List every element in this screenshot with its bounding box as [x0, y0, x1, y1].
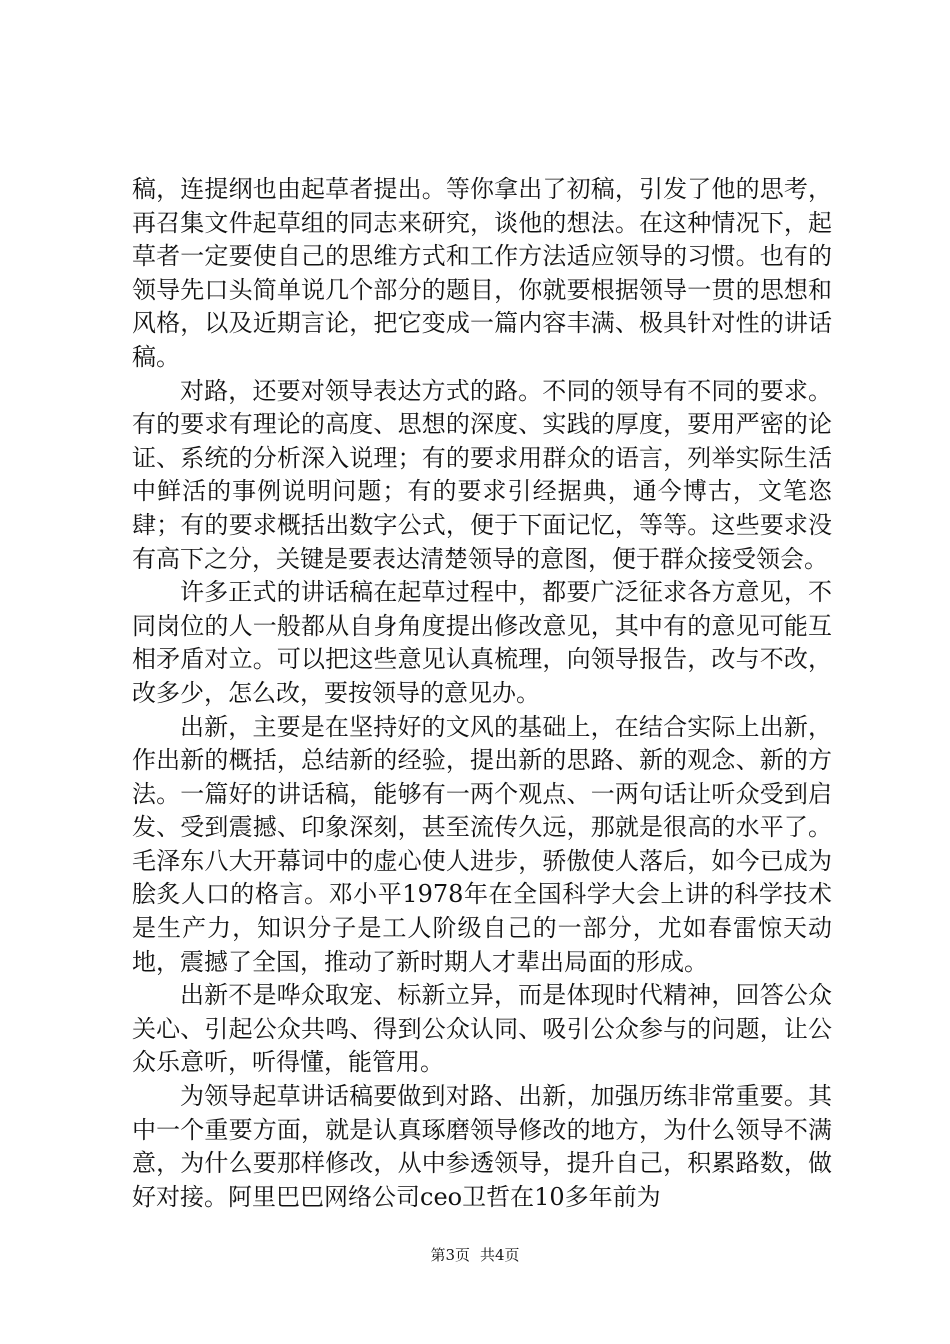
paragraph-3: 许多正式的讲话稿在起草过程中，都要广泛征求各方意见，不同岗位的人一般都从自身角度提出修改意见，其中有的意见可能互相矛盾对立。可以把这些意见认真梳理，向领导报告，改与不改，改多少，怎么改，要按领导的意见办。 [132, 578, 832, 707]
paragraph-5: 出新不是哗众取宠、标新立异，而是体现时代精神，回答公众关心、引起公众共鸣、得到公众认同、吸引公众参与的问题，让公众乐意听，听得懂，能管用。 [132, 981, 832, 1077]
paragraph-2: 对路，还要对领导表达方式的路。不同的领导有不同的要求。有的要求有理论的高度、思想的深度、实践的厚度，要用严密的论证、系统的分析深入说理；有的要求用群众的语言，列举实际生活中鲜活的事例说明问题；有的要求引经据典，通今博古，文笔恣肆；有的要求概括出数字公式，便于下面记忆，等等。这些要求没有高下之分，关键是要表达清楚领导的意图，便于群众接受领会。 [132, 376, 832, 573]
page-footer [0, 1245, 950, 1265]
paragraph-6: 为领导起草讲话稿要做到对路、出新，加强历练非常重要。其中一个重要方面，就是认真琢磨领导修改的地方，为什么领导不满意，为什么要那样修改，从中参透领导，提升自己，积累路数，做好对接。阿里巴巴网络公司ceo卫哲在10多年前为 [132, 1082, 832, 1211]
document-body [132, 173, 832, 1214]
page-total: 共4页 [480, 1246, 520, 1264]
paragraph-4: 出新，主要是在坚持好的文风的基础上，在结合实际上出新，作出新的概括，总结新的经验，提出新的思路、新的观念、新的方法。一篇好的讲话稿，能够有一两个观点、一两句话让听众受到启发、受到震撼、印象深刻，甚至流传久远，那就是很高的水平了。毛泽东八大开幕词中的虚心使人进步，骄傲使人落后，如今已成为脍炙人口的格言。邓小平1978年在全国科学大会上讲的科学技术是生产力，知识分子是工人阶级自己的一部分，尤如春雷惊天动地，震撼了全国，推动了新时期人才辈出局面的形成。 [132, 712, 832, 976]
page-number: 第3页 [430, 1246, 470, 1264]
paragraph-1: 稿，连提纲也由起草者提出。等你拿出了初稿，引发了他的思考，再召集文件起草组的同志来研究，谈他的想法。在这种情况下，起草者一定要使自己的思维方式和工作方法适应领导的习惯。也有的领导先口头简单说几个部分的题目，你就要根据领导一贯的思想和风格，以及近期言论，把它变成一篇内容丰满、极具针对性的讲话稿。 [132, 175, 832, 371]
